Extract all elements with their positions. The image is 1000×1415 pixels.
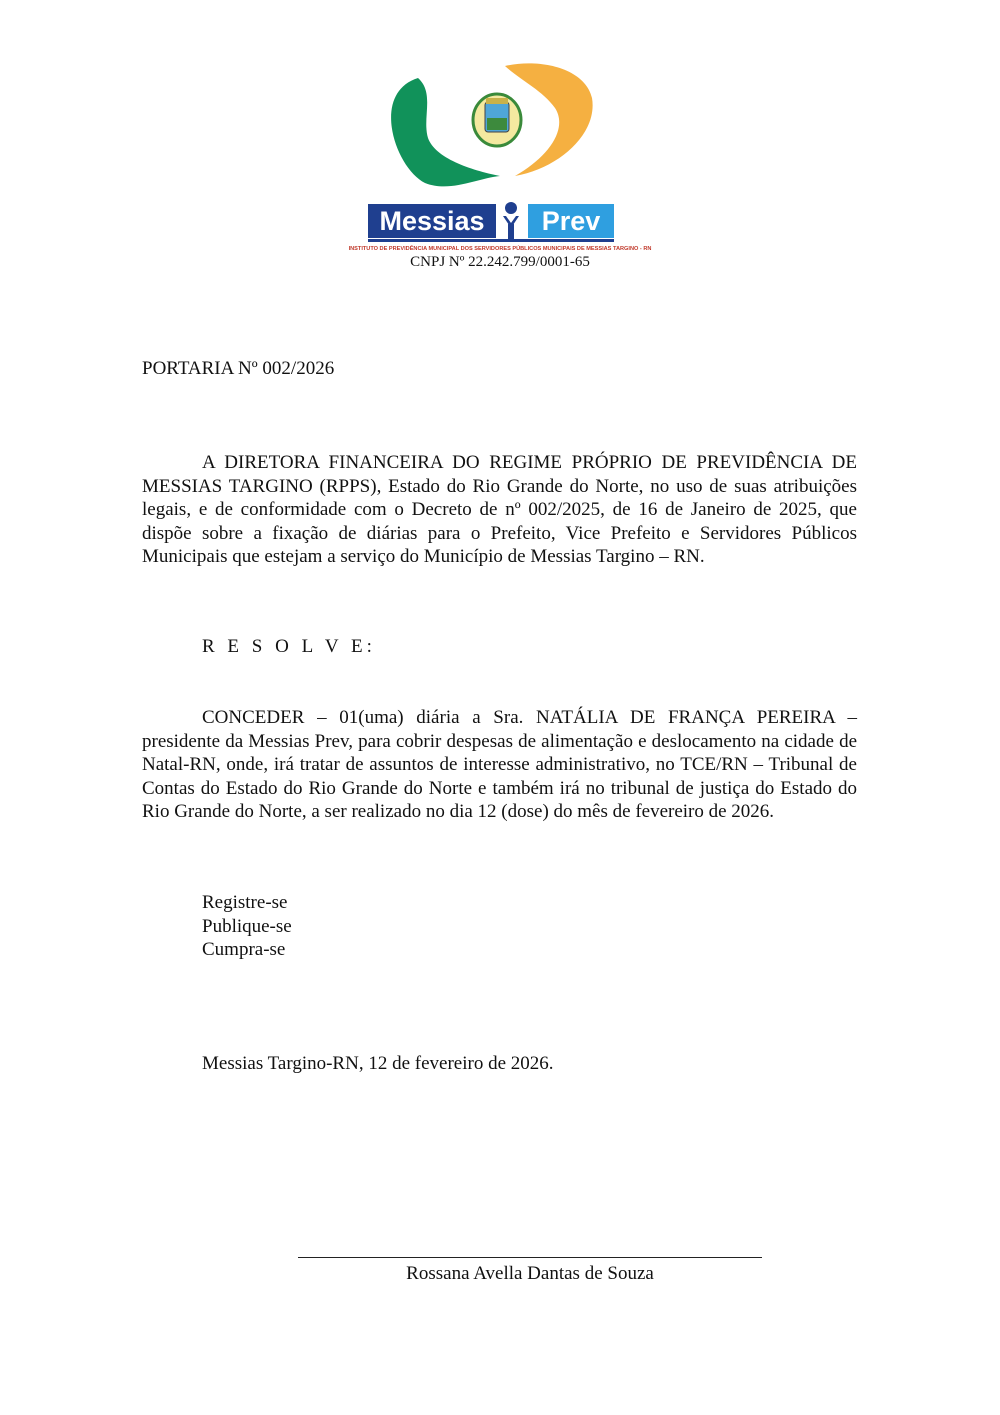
logo-tagline: INSTITUTO DE PREVIDÊNCIA MUNICIPAL DOS SERVIDORES PÚBLICOS MUNICIPAIS DE MESSIAS TARGINO - RN xyxy=(348,246,652,252)
closing-block xyxy=(202,891,292,962)
logo-name-left: Messias xyxy=(379,206,485,236)
logo-person-icon xyxy=(503,202,519,240)
coat-of-arms-icon xyxy=(473,94,521,146)
grant-paragraph: CONCEDER – 01(uma) diária a Sra. NATÁLIA DE FRANÇA PEREIRA – presidente da Messias Prev, para cobrir despesas de alimentação e deslocamento na cidade de Natal-RN, onde, irá tratar de assuntos de interesse administrativo, no TCE/RN – Tribunal de Contas do Estado do Rio Grande do Norte e também irá no tribunal de justiça do Estado do Rio Grande do Norte, a ser realizado no dia 12 (dose) do mês de fevereiro de 2026. xyxy=(142,707,857,822)
date-line: Messias Targino-RN, 12 de fevereiro de 2026. xyxy=(202,1053,554,1074)
resolve-heading: R E S O L V E: xyxy=(202,636,376,657)
closing-publique: Publique-se xyxy=(202,915,292,937)
logo-name-right: Prev xyxy=(541,206,601,236)
preamble-paragraph: A DIRETORA FINANCEIRA DO REGIME PRÓPRIO DE PREVIDÊNCIA DE MESSIAS TARGINO (RPPS), Estado do Rio Grande do Norte, no uso de suas atribuições legais, e de conformidade com o Decreto de nº 002/2025, de 16 de Janeiro de 2025, que dispõe sobre a fixação de diárias para o Prefeito, Vice Prefeito e Servidores Públicos Municipais que estejam a serviço do Município de Messias Targino – RN. xyxy=(142,452,857,567)
portaria-title: PORTARIA Nº 002/2026 xyxy=(142,358,335,379)
closing-registre: Registre-se xyxy=(202,892,288,913)
closing-cumpra: Cumpra-se xyxy=(202,939,286,960)
signatory-name: Rossana Avella Dantas de Souza xyxy=(406,1263,654,1284)
signature-line xyxy=(298,1257,762,1258)
cnpj: CNPJ Nº 22.242.799/0001-65 xyxy=(410,254,590,270)
messias-prev-logo xyxy=(300,58,700,258)
